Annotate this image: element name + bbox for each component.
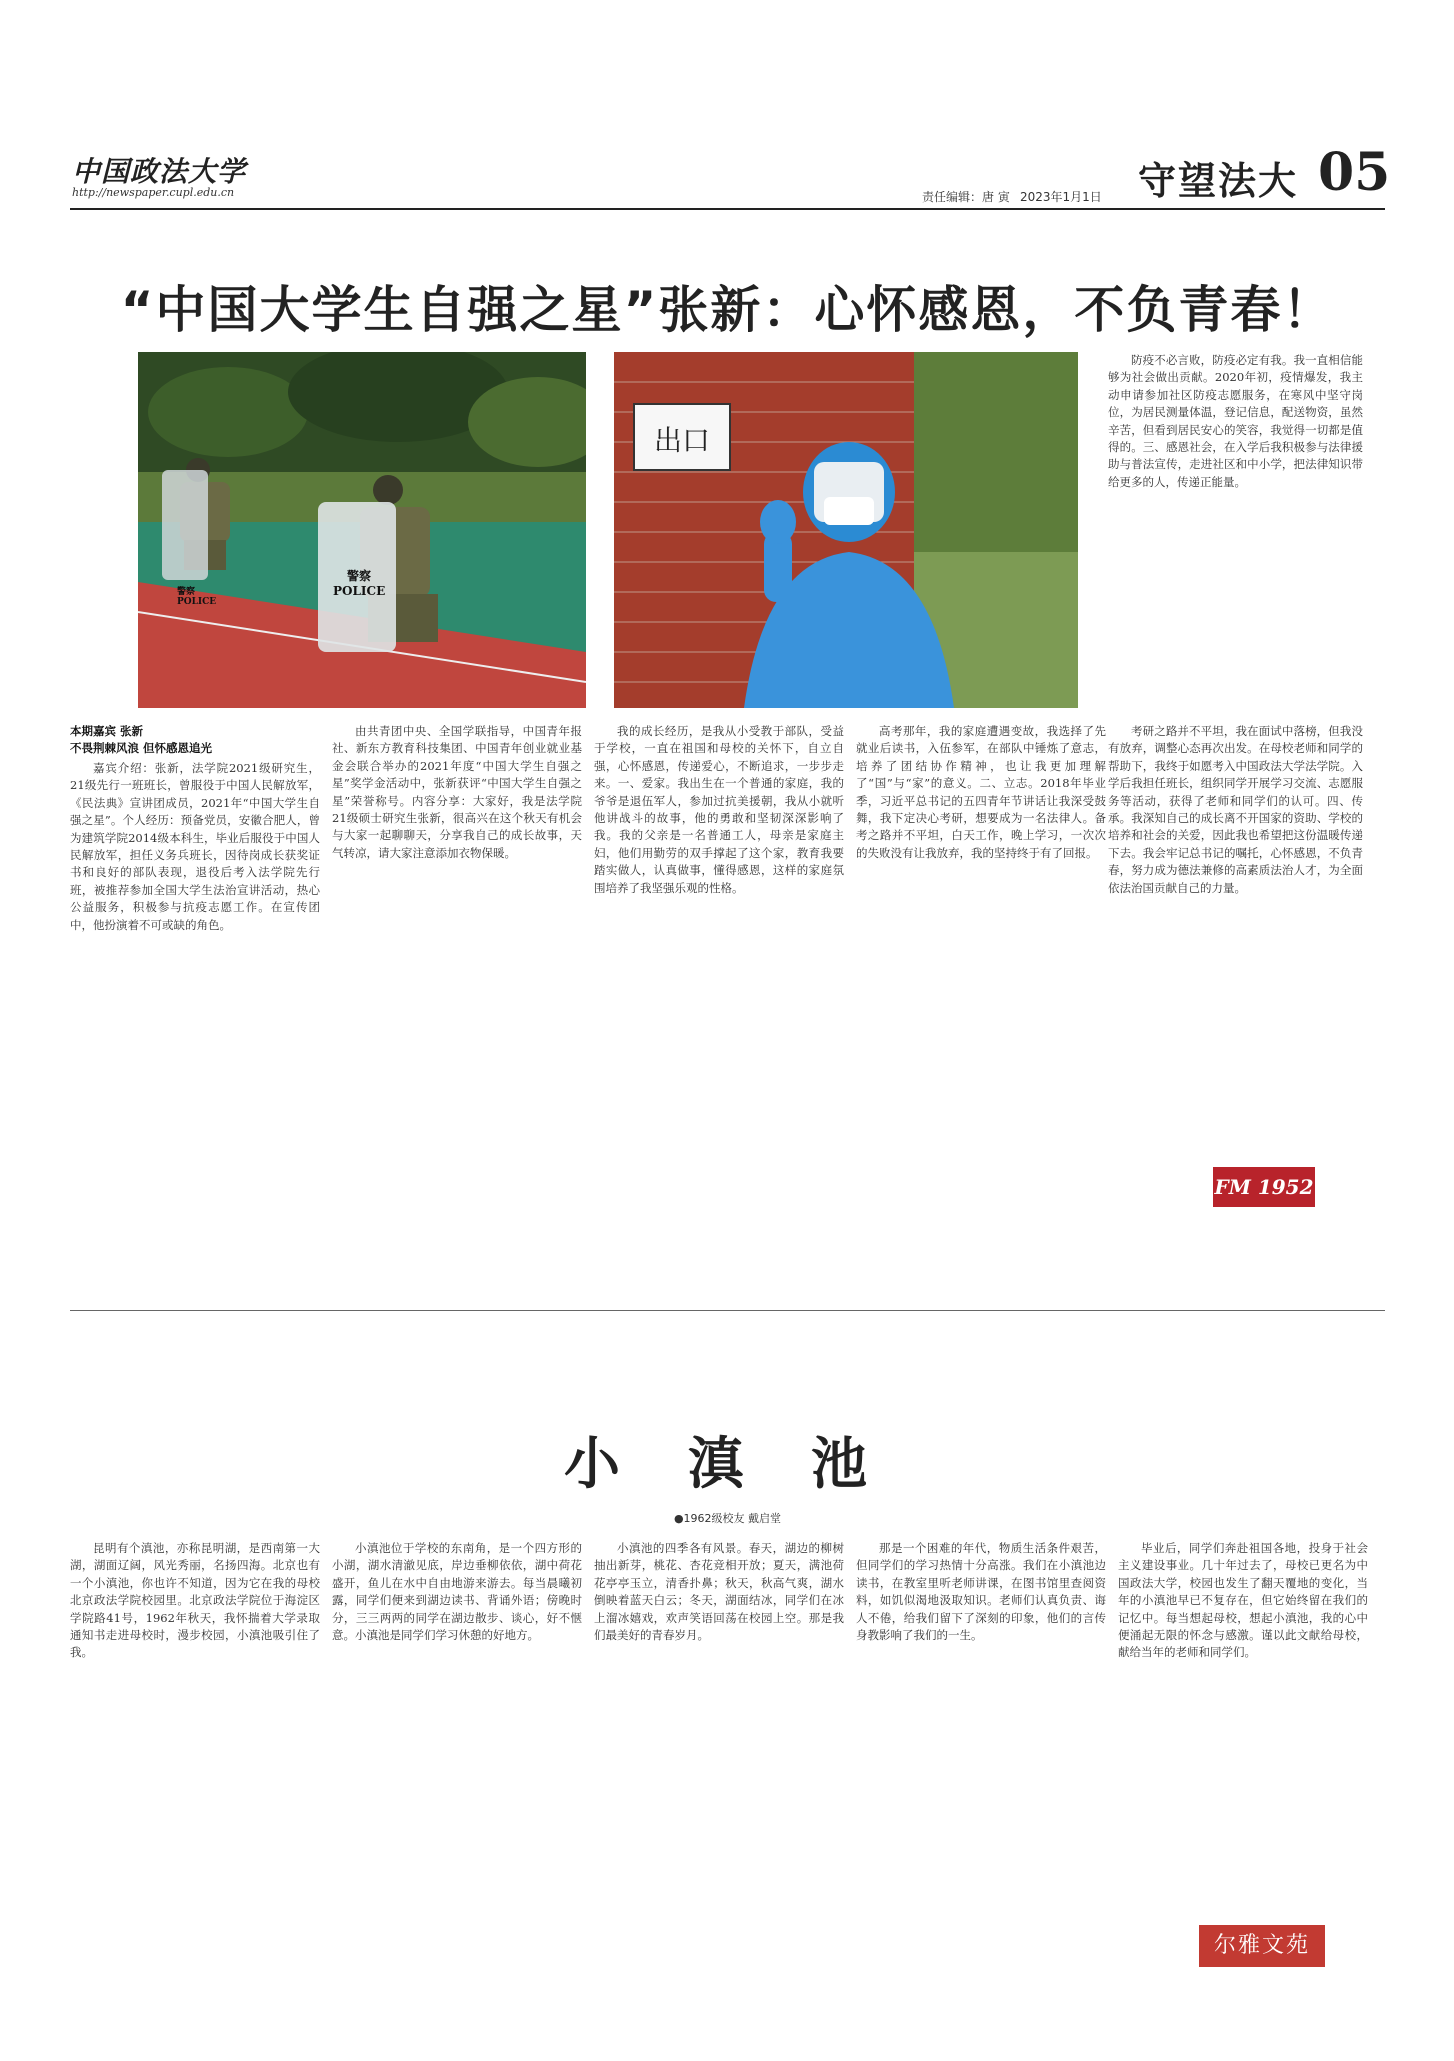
poem-paragraph: 毕业后，同学们奔赴祖国各地，投身于社会主义建设事业。几十年过去了，母校已更名为中国政法大学，校园也发生了翻天覆地的变化，当年的小滇池早已不复存在，但它始终留在我们的记忆中。每当想起母校，想起小滇池，我的心中便涌起无限的怀念与感激。谨以此文献给母校，献给当年的老师和同学们。 — [1118, 1541, 1368, 1660]
poem-paragraph: 昆明有个滇池，亦称昆明湖，是西南第一大湖，湖面辽阔，风光秀丽，名扬四海。北京也有一个小滇池，你也许不知道，因为它在我的母校北京政法学院校园里。北京政法学院位于海淀区学院路41号，1962年秋天，我怀揣着大学录取通知书走进母校时，漫步校园，小滇池吸引住了我。 — [70, 1541, 320, 1660]
article-column-3 — [594, 723, 844, 1225]
article-column-2 — [332, 723, 582, 1225]
photo-soldiers-image — [138, 352, 586, 708]
poem-column-1 — [70, 1540, 320, 1975]
editor-credit: 责任编辑：唐 寅 — [922, 190, 1010, 204]
article-column-4 — [856, 723, 1106, 1225]
article-paragraph: 由共青团中央、全国学联指导，中国青年报社、新东方教育科技集团、中国青年创业就业基金会联合举办的2021年度“中国大学生自强之星”奖学金活动中，张新获评“中国大学生自强之星”荣誉称号。内容分享：大家好，我是法学院21级硕士研究生张新，很高兴在这个秋天有机会与大家一起聊聊天，分享我自己的成长故事，天气转凉，请大家注意添加衣物保暖。 — [332, 724, 582, 860]
poem-paragraph: 小滇池位于学校的东南角，是一个四方形的小湖，湖水清澈见底，岸边垂柳依依，湖中荷花盛开，鱼儿在水中自由地游来游去。每当晨曦初露，同学们便来到湖边读书、背诵外语；傍晚时分，三三两两的同学在湖边散步、谈心，好不惬意。小滇池是同学们学习休憩的好地方。 — [332, 1541, 582, 1643]
article-paragraph: 嘉宾介绍：张新，法学院2021级研究生，21级先行一班班长，曾服役于中国人民解放军，《民法典》宣讲团成员，2021年“中国大学生自强之星”。个人经历：预备党员，安徽合肥人，曾为建筑学院2014级本科生，毕业后服役于中国人民解放军，担任义务兵班长，因待岗成长获奖证书和良好的部队表现，退役后考入法学院先行班，被推荐参加全国大学生法治宣讲活动，热心公益服务，积极参与抗疫志愿工作。在宣传团中，他扮演着不可或缺的角色。 — [70, 761, 320, 932]
photo-volunteer — [614, 352, 1078, 708]
page-number: 05 — [1318, 142, 1391, 203]
newspaper-logo: 中国政法大学 — [72, 155, 247, 188]
poem-paragraph: 那是一个困难的年代，物质生活条件艰苦，但同学们的学习热情十分高涨。我们在小滇池边读书，在教室里听老师讲课，在图书馆里查阅资料，如饥似渴地汲取知识。老师们认真负责、诲人不倦，给我们留下了深刻的印象，他们的言传身教影响了我们的一生。 — [856, 1541, 1106, 1643]
article-divider — [70, 1310, 1385, 1311]
photo-volunteer-image — [614, 352, 1078, 708]
photo-soldiers — [138, 352, 586, 708]
section-title: 守望法大 — [1138, 158, 1299, 203]
poem-column-3 — [594, 1540, 844, 1975]
article-intro — [70, 723, 320, 758]
article-column-5 — [1108, 352, 1363, 712]
article-paragraph: 考研之路并不平坦，我在面试中落榜，但我没有放弃，调整心态再次出发。在母校老师和同学的帮助下，我终于如愿考入中国政法大学法学院。入学后我担任班长，组织同学开展学习交流、志愿服务等活动，获得了老师和同学们的认可。四、传承。我深知自己的成长离不开国家的资助、学校的培养和社会的关爱，因此我也希望把这份温暖传递下去。我会牢记总书记的嘱托，心怀感恩，不负青春，努力成为德法兼修的高素质法治人才，为全面依法治国贡献自己的力量。 — [1108, 724, 1363, 895]
intro-line-guest: 本期嘉宾 张新 — [70, 724, 144, 738]
shield-label-2: 警察 POLICE — [333, 569, 386, 598]
fm-1952-badge: FM 1952 — [1213, 1167, 1315, 1207]
poem-column-5 — [1118, 1540, 1368, 1910]
issue-date: 2023年1月1日 — [1020, 190, 1102, 204]
erya-wenyuan-badge: 尔雅文苑 — [1199, 1925, 1325, 1967]
poem-paragraph: 小滇池的四季各有风景。春天，湖边的柳树抽出新芽，桃花、杏花竞相开放；夏天，满池荷花亭亭玉立，清香扑鼻；秋天，秋高气爽，湖水倒映着蓝天白云；冬天，湖面结冰，同学们在冰上溜冰嬉戏，欢声笑语回荡在校园上空。那是我们最美好的青春岁月。 — [594, 1541, 844, 1643]
article-column-6 — [1108, 723, 1363, 1155]
article-paragraph: 高考那年，我的家庭遭遇变故，我选择了先就业后读书，入伍参军，在部队中锤炼了意志，培养了团结协作精神，也让我更加理解了“国”与“家”的意义。二、立志。2018年毕业季，习近平总书记的五四青年节讲话让我深受鼓舞，我下定决心考研，想要成为一名法律人。备考之路并不平坦，白天工作，晚上学习，一次次的失败没有让我放弃，我的坚持终于有了回报。 — [856, 724, 1106, 860]
article-paragraph: 防疫不必言败，防疫必定有我。我一直相信能够为社会做出贡献。2020年初，疫情爆发，我主动申请参加社区防疫志愿服务，在寒风中坚守岗位，为居民测量体温，登记信息，配送物资，虽然辛苦，但看到居民安心的笑容，我觉得一切都是值得的。三、感恩社会，在入学后我积极参与法律援助与普法宣传，走进社区和中小学，把法律知识带给更多的人，传递正能量。 — [1108, 353, 1363, 489]
shield-label-1: 警察 POLICE — [177, 587, 217, 607]
poem-author: ●1962级校友 戴启堂 — [673, 1512, 782, 1525]
poem-title: 小 滇 池 — [564, 1432, 891, 1497]
poem-column-2 — [332, 1540, 582, 1975]
poem-column-4 — [856, 1540, 1106, 1975]
exit-sign: 出口 — [653, 424, 710, 457]
newspaper-url[interactable]: http://newspaper.cupl.edu.cn — [72, 186, 235, 199]
article-paragraph: 我的成长经历，是我从小受教于部队，受益于学校，一直在祖国和母校的关怀下，自立自强，心怀感恩，传递爱心，不断追求，一步步走来。一、爱家。我出生在一个普通的家庭，我的爷爷是退伍军人，参加过抗美援朝，我从小就听他讲战斗的故事，他的勇敢和坚韧深深影响了我。我的父亲是一名普通工人，母亲是家庭主妇，他们用勤劳的双手撑起了这个家，教育我要踏实做人，认真做事，懂得感恩，这样的家庭氛围培养了我坚强乐观的性格。 — [594, 724, 844, 895]
article-column-1 — [70, 760, 320, 1225]
article-headline: “中国大学生自强之星”张新：心怀感恩，不负青春！ — [120, 281, 1335, 339]
intro-line-motto: 不畏荆棘风浪 但怀感恩追光 — [70, 741, 213, 756]
masthead-divider — [70, 208, 1385, 210]
